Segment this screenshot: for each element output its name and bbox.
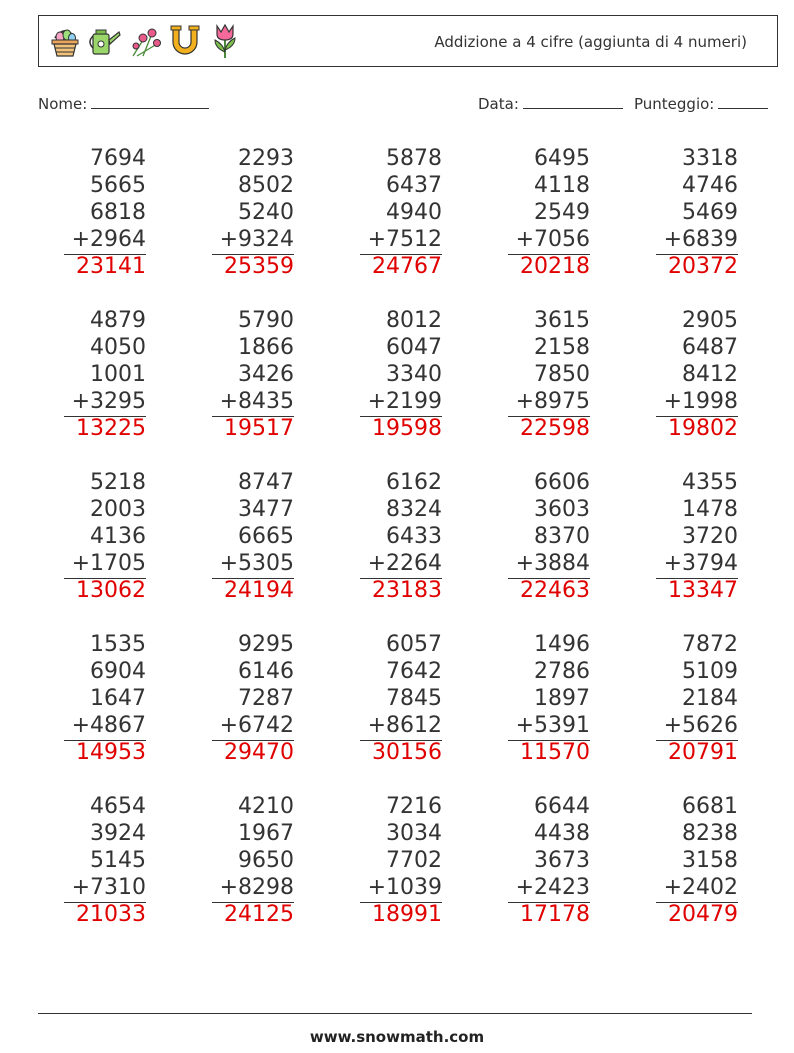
addend: 6681 bbox=[682, 794, 738, 819]
addition-problem bbox=[480, 307, 590, 442]
addend: +2199 bbox=[367, 389, 442, 414]
answer: 29470 bbox=[224, 740, 294, 765]
addend: 2786 bbox=[534, 659, 590, 684]
addend: +2423 bbox=[515, 875, 590, 900]
addend: 3615 bbox=[534, 308, 590, 333]
addend: 5145 bbox=[90, 848, 146, 873]
addend: 6437 bbox=[386, 173, 442, 198]
horseshoe-icon bbox=[167, 22, 203, 60]
answer: 24125 bbox=[224, 902, 294, 927]
addend: +8975 bbox=[515, 389, 590, 414]
addend: 5878 bbox=[386, 146, 442, 171]
flowers-icon bbox=[127, 22, 163, 60]
score-line[interactable] bbox=[718, 93, 768, 109]
addend: 6487 bbox=[682, 335, 738, 360]
addition-problem bbox=[184, 631, 294, 766]
addend: 8370 bbox=[534, 524, 590, 549]
date-line[interactable] bbox=[523, 93, 623, 109]
addend: 7642 bbox=[386, 659, 442, 684]
addend: 6047 bbox=[386, 335, 442, 360]
answer: 22598 bbox=[520, 416, 590, 441]
addition-problem bbox=[628, 145, 738, 280]
addend: 1535 bbox=[90, 632, 146, 657]
addend: 6644 bbox=[534, 794, 590, 819]
answer: 20479 bbox=[668, 902, 738, 927]
addend: 2158 bbox=[534, 335, 590, 360]
addend: +9324 bbox=[219, 227, 294, 252]
addition-problem bbox=[36, 469, 146, 604]
addend: 8747 bbox=[238, 470, 294, 495]
addition-problem bbox=[332, 307, 442, 442]
addend: 1496 bbox=[534, 632, 590, 657]
addend: 8502 bbox=[238, 173, 294, 198]
worksheet-header bbox=[38, 15, 778, 67]
addition-problem bbox=[36, 631, 146, 766]
addend: +1039 bbox=[367, 875, 442, 900]
addend: 3340 bbox=[386, 362, 442, 387]
addend: 3720 bbox=[682, 524, 738, 549]
answer: 20791 bbox=[668, 740, 738, 765]
addend: 2905 bbox=[682, 308, 738, 333]
answer: 18991 bbox=[372, 902, 442, 927]
addition-problem bbox=[480, 469, 590, 604]
addend: +6742 bbox=[219, 713, 294, 738]
addend: 3426 bbox=[238, 362, 294, 387]
addend: +8435 bbox=[219, 389, 294, 414]
addend: 4355 bbox=[682, 470, 738, 495]
answer: 24767 bbox=[372, 254, 442, 279]
addend: 3318 bbox=[682, 146, 738, 171]
date-label: Data: bbox=[478, 95, 519, 113]
addend: 5790 bbox=[238, 308, 294, 333]
answer: 20218 bbox=[520, 254, 590, 279]
addend: 7702 bbox=[386, 848, 442, 873]
addend: +6839 bbox=[663, 227, 738, 252]
addend: +3884 bbox=[515, 551, 590, 576]
name-label: Nome: bbox=[38, 95, 88, 113]
answer: 22463 bbox=[520, 578, 590, 603]
addend: +8612 bbox=[367, 713, 442, 738]
answer: 21033 bbox=[76, 902, 146, 927]
footer-site: www.snowmath.com bbox=[309, 1028, 485, 1046]
answer: 19598 bbox=[372, 416, 442, 441]
addend: +2964 bbox=[71, 227, 146, 252]
addend: 6665 bbox=[238, 524, 294, 549]
addend: 6433 bbox=[386, 524, 442, 549]
addition-problem bbox=[184, 145, 294, 280]
addition-problem bbox=[36, 145, 146, 280]
name-field bbox=[38, 93, 209, 113]
tulip-icon bbox=[207, 22, 243, 60]
addend: 4210 bbox=[238, 794, 294, 819]
addend: 5665 bbox=[90, 173, 146, 198]
addend: 8238 bbox=[682, 821, 738, 846]
addend: 6146 bbox=[238, 659, 294, 684]
addend: 8324 bbox=[386, 497, 442, 522]
addend: 1967 bbox=[238, 821, 294, 846]
addition-problem bbox=[184, 793, 294, 928]
addition-problem bbox=[332, 145, 442, 280]
addend: 7216 bbox=[386, 794, 442, 819]
date-field bbox=[478, 93, 623, 113]
watering-can-icon bbox=[87, 22, 123, 60]
addend: 4654 bbox=[90, 794, 146, 819]
addend: 7850 bbox=[534, 362, 590, 387]
addend: 2003 bbox=[90, 497, 146, 522]
addend: +5626 bbox=[663, 713, 738, 738]
addend: 6495 bbox=[534, 146, 590, 171]
addition-problem bbox=[628, 307, 738, 442]
addend: 1647 bbox=[90, 686, 146, 711]
worksheet-title: Addizione a 4 cifre (aggiunta di 4 numeri) bbox=[434, 33, 747, 51]
addend: +5391 bbox=[515, 713, 590, 738]
answer: 13225 bbox=[76, 416, 146, 441]
addend: 2184 bbox=[682, 686, 738, 711]
answer: 30156 bbox=[372, 740, 442, 765]
addition-problem bbox=[36, 793, 146, 928]
addend: +2402 bbox=[663, 875, 738, 900]
addend: 3158 bbox=[682, 848, 738, 873]
addend: 4438 bbox=[534, 821, 590, 846]
answer: 23141 bbox=[76, 254, 146, 279]
score-label: Punteggio: bbox=[634, 95, 715, 113]
addition-problem bbox=[332, 469, 442, 604]
addend: 5109 bbox=[682, 659, 738, 684]
addend: 5469 bbox=[682, 200, 738, 225]
addition-problem bbox=[628, 793, 738, 928]
answer: 14953 bbox=[76, 740, 146, 765]
addend: 6904 bbox=[90, 659, 146, 684]
addend: 4879 bbox=[90, 308, 146, 333]
addition-problem bbox=[480, 793, 590, 928]
addition-problem bbox=[480, 631, 590, 766]
addition-problem bbox=[184, 469, 294, 604]
answer: 11570 bbox=[520, 740, 590, 765]
name-line[interactable] bbox=[91, 93, 209, 109]
addend: 1866 bbox=[238, 335, 294, 360]
addend: +1998 bbox=[663, 389, 738, 414]
addend: 8412 bbox=[682, 362, 738, 387]
score-field bbox=[634, 93, 768, 113]
answer: 23183 bbox=[372, 578, 442, 603]
basket-icon bbox=[47, 22, 83, 60]
addend: 4940 bbox=[386, 200, 442, 225]
addition-problem bbox=[480, 145, 590, 280]
addend: 6162 bbox=[386, 470, 442, 495]
answer: 19517 bbox=[224, 416, 294, 441]
addend: 9650 bbox=[238, 848, 294, 873]
addend: 1897 bbox=[534, 686, 590, 711]
addend: +7512 bbox=[367, 227, 442, 252]
addend: 2549 bbox=[534, 200, 590, 225]
addend: 8012 bbox=[386, 308, 442, 333]
addend: 4136 bbox=[90, 524, 146, 549]
footer-divider bbox=[38, 1013, 752, 1014]
answer: 13347 bbox=[668, 578, 738, 603]
answer: 24194 bbox=[224, 578, 294, 603]
addend: 6606 bbox=[534, 470, 590, 495]
addend: 4118 bbox=[534, 173, 590, 198]
addend: 2293 bbox=[238, 146, 294, 171]
addend: 1001 bbox=[90, 362, 146, 387]
addend: 7845 bbox=[386, 686, 442, 711]
addend: +3295 bbox=[71, 389, 146, 414]
addend: 5218 bbox=[90, 470, 146, 495]
addend: 6057 bbox=[386, 632, 442, 657]
addend: +3794 bbox=[663, 551, 738, 576]
addition-problem bbox=[332, 793, 442, 928]
addend: 4050 bbox=[90, 335, 146, 360]
addend: +4867 bbox=[71, 713, 146, 738]
header-icons bbox=[47, 22, 243, 60]
answer: 13062 bbox=[76, 578, 146, 603]
answer: 25359 bbox=[224, 254, 294, 279]
addend: 3034 bbox=[386, 821, 442, 846]
addition-problem bbox=[184, 307, 294, 442]
addend: +2264 bbox=[367, 551, 442, 576]
addend: 9295 bbox=[238, 632, 294, 657]
addition-problem bbox=[332, 631, 442, 766]
addend: 7694 bbox=[90, 146, 146, 171]
answer: 19802 bbox=[668, 416, 738, 441]
addition-problem bbox=[36, 307, 146, 442]
addition-problem bbox=[628, 469, 738, 604]
addend: 6818 bbox=[90, 200, 146, 225]
addend: 7287 bbox=[238, 686, 294, 711]
addend: +5305 bbox=[219, 551, 294, 576]
addend: 5240 bbox=[238, 200, 294, 225]
addend: +1705 bbox=[71, 551, 146, 576]
addend: 3603 bbox=[534, 497, 590, 522]
addend: 1478 bbox=[682, 497, 738, 522]
answer: 17178 bbox=[520, 902, 590, 927]
answer: 20372 bbox=[668, 254, 738, 279]
addend: 4746 bbox=[682, 173, 738, 198]
addend: +7310 bbox=[71, 875, 146, 900]
addend: +8298 bbox=[219, 875, 294, 900]
addend: 3924 bbox=[90, 821, 146, 846]
addend: +7056 bbox=[515, 227, 590, 252]
addend: 3477 bbox=[238, 497, 294, 522]
addend: 7872 bbox=[682, 632, 738, 657]
addition-problem bbox=[628, 631, 738, 766]
addend: 3673 bbox=[534, 848, 590, 873]
